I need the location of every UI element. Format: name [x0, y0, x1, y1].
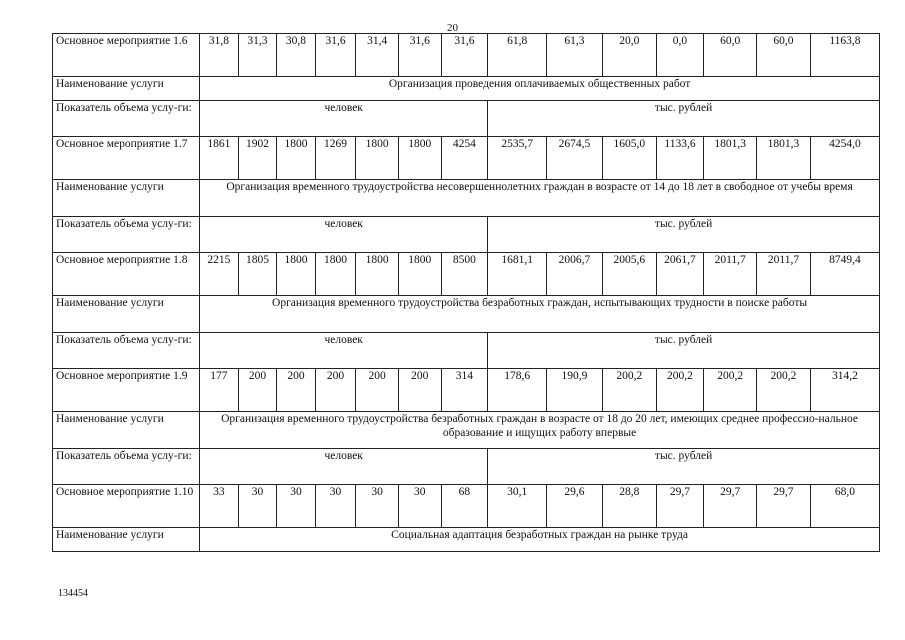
volume-cell: 1800	[277, 253, 316, 296]
volume-cell: 33	[200, 485, 239, 528]
volume-cell: 200	[315, 369, 356, 412]
volume-cell: 31,8	[200, 34, 239, 77]
table-row	[53, 449, 880, 485]
volume-cell: 1269	[315, 137, 356, 180]
cost-cell: 29,7	[704, 485, 757, 528]
cost-cell: 28,8	[602, 485, 656, 528]
service-name-label: Наименование услуги	[53, 296, 200, 333]
activity-label: Основное мероприятие 1.7	[53, 137, 200, 180]
volume-cell: 4254	[441, 137, 488, 180]
table-row	[53, 528, 880, 552]
cost-cell: 2011,7	[757, 253, 811, 296]
cost-cell: 200,2	[656, 369, 704, 412]
cost-cell: 200,2	[704, 369, 757, 412]
services-table	[52, 33, 880, 552]
volume-cell: 8500	[441, 253, 488, 296]
cost-cell: 60,0	[704, 34, 757, 77]
volume-cell: 30	[315, 485, 356, 528]
cost-cell: 1163,8	[810, 34, 879, 77]
cost-cell: 2006,7	[547, 253, 603, 296]
indicator-label: Показатель объема услу-ги:	[53, 217, 200, 253]
cost-cell: 29,7	[656, 485, 704, 528]
volume-cell: 1800	[398, 137, 441, 180]
volume-cell: 30	[277, 485, 316, 528]
unit-people: человек	[200, 217, 488, 253]
volume-cell: 200	[356, 369, 399, 412]
cost-cell: 0,0	[656, 34, 704, 77]
unit-thousand-rubles: тыс. рублей	[488, 217, 880, 253]
cost-cell: 29,7	[757, 485, 811, 528]
service-name-label: Наименование услуги	[53, 528, 200, 552]
page-number: 20	[447, 22, 458, 34]
cost-cell: 200,2	[757, 369, 811, 412]
volume-cell: 1800	[315, 253, 356, 296]
cost-cell: 20,0	[602, 34, 656, 77]
volume-cell: 1800	[356, 137, 399, 180]
indicator-label: Показатель объема услу-ги:	[53, 333, 200, 369]
unit-people: человек	[200, 101, 488, 137]
cost-cell: 29,6	[547, 485, 603, 528]
table-row	[53, 412, 880, 449]
unit-thousand-rubles: тыс. рублей	[488, 101, 880, 137]
cost-cell: 2674,5	[547, 137, 603, 180]
table-row	[53, 253, 880, 296]
activity-label: Основное мероприятие 1.9	[53, 369, 200, 412]
service-name: Организация временного трудоустройства безработных граждан, испытывающих трудности в поиске работы	[200, 296, 880, 333]
unit-thousand-rubles: тыс. рублей	[488, 449, 880, 485]
volume-cell: 1800	[398, 253, 441, 296]
service-name-label: Наименование услуги	[53, 412, 200, 449]
service-name-label: Наименование услуги	[53, 77, 200, 101]
cost-cell: 1801,3	[704, 137, 757, 180]
cost-cell: 2061,7	[656, 253, 704, 296]
volume-cell: 1861	[200, 137, 239, 180]
activity-label: Основное мероприятие 1.10	[53, 485, 200, 528]
volume-cell: 1800	[277, 137, 316, 180]
document-code: 134454	[58, 588, 88, 599]
cost-cell: 314,2	[810, 369, 879, 412]
unit-people: человек	[200, 333, 488, 369]
service-name-label: Наименование услуги	[53, 180, 200, 217]
cost-cell: 1681,1	[488, 253, 547, 296]
cost-cell: 1605,0	[602, 137, 656, 180]
table-row	[53, 296, 880, 333]
volume-cell: 1800	[356, 253, 399, 296]
cost-cell: 2535,7	[488, 137, 547, 180]
cost-cell: 1133,6	[656, 137, 704, 180]
volume-cell: 177	[200, 369, 239, 412]
table-row	[53, 369, 880, 412]
table-row	[53, 180, 880, 217]
table-row	[53, 137, 880, 180]
service-name: Организация проведения оплачиваемых общественных работ	[200, 77, 880, 101]
volume-cell: 30	[238, 485, 277, 528]
volume-cell: 30,8	[277, 34, 316, 77]
indicator-label: Показатель объема услу-ги:	[53, 449, 200, 485]
volume-cell: 68	[441, 485, 488, 528]
volume-cell: 31,3	[238, 34, 277, 77]
volume-cell: 1805	[238, 253, 277, 296]
indicator-label: Показатель объема услу-ги:	[53, 101, 200, 137]
cost-cell: 8749,4	[810, 253, 879, 296]
table-row	[53, 101, 880, 137]
volume-cell: 31,6	[315, 34, 356, 77]
volume-cell: 31,6	[441, 34, 488, 77]
cost-cell: 68,0	[810, 485, 879, 528]
table-row	[53, 217, 880, 253]
cost-cell: 61,3	[547, 34, 603, 77]
cost-cell: 1801,3	[757, 137, 811, 180]
cost-cell: 2011,7	[704, 253, 757, 296]
volume-cell: 30	[356, 485, 399, 528]
unit-people: человек	[200, 449, 488, 485]
volume-cell: 200	[277, 369, 316, 412]
cost-cell: 200,2	[602, 369, 656, 412]
volume-cell: 2215	[200, 253, 239, 296]
table-row	[53, 485, 880, 528]
volume-cell: 314	[441, 369, 488, 412]
activity-label: Основное мероприятие 1.8	[53, 253, 200, 296]
service-name: Организация временного трудоустройства несовершеннолетних граждан в возрасте от 14 до 18 лет в свободное от учебы время	[200, 180, 880, 217]
cost-cell: 61,8	[488, 34, 547, 77]
volume-cell: 200	[238, 369, 277, 412]
unit-thousand-rubles: тыс. рублей	[488, 333, 880, 369]
volume-cell: 31,4	[356, 34, 399, 77]
cost-cell: 30,1	[488, 485, 547, 528]
cost-cell: 2005,6	[602, 253, 656, 296]
service-name: Социальная адаптация безработных граждан на рынке труда	[200, 528, 880, 552]
volume-cell: 200	[398, 369, 441, 412]
service-name: Организация временного трудоустройства безработных граждан в возрасте от 18 до 20 лет, имеющих среднее профессио-нальное образование и ищущих работу впервые	[200, 412, 880, 449]
table-row	[53, 333, 880, 369]
table-row	[53, 77, 880, 101]
cost-cell: 4254,0	[810, 137, 879, 180]
cost-cell: 60,0	[757, 34, 811, 77]
volume-cell: 1902	[238, 137, 277, 180]
cost-cell: 178,6	[488, 369, 547, 412]
table-row	[53, 34, 880, 77]
volume-cell: 30	[398, 485, 441, 528]
cost-cell: 190,9	[547, 369, 603, 412]
volume-cell: 31,6	[398, 34, 441, 77]
activity-label: Основное мероприятие 1.6	[53, 34, 200, 77]
